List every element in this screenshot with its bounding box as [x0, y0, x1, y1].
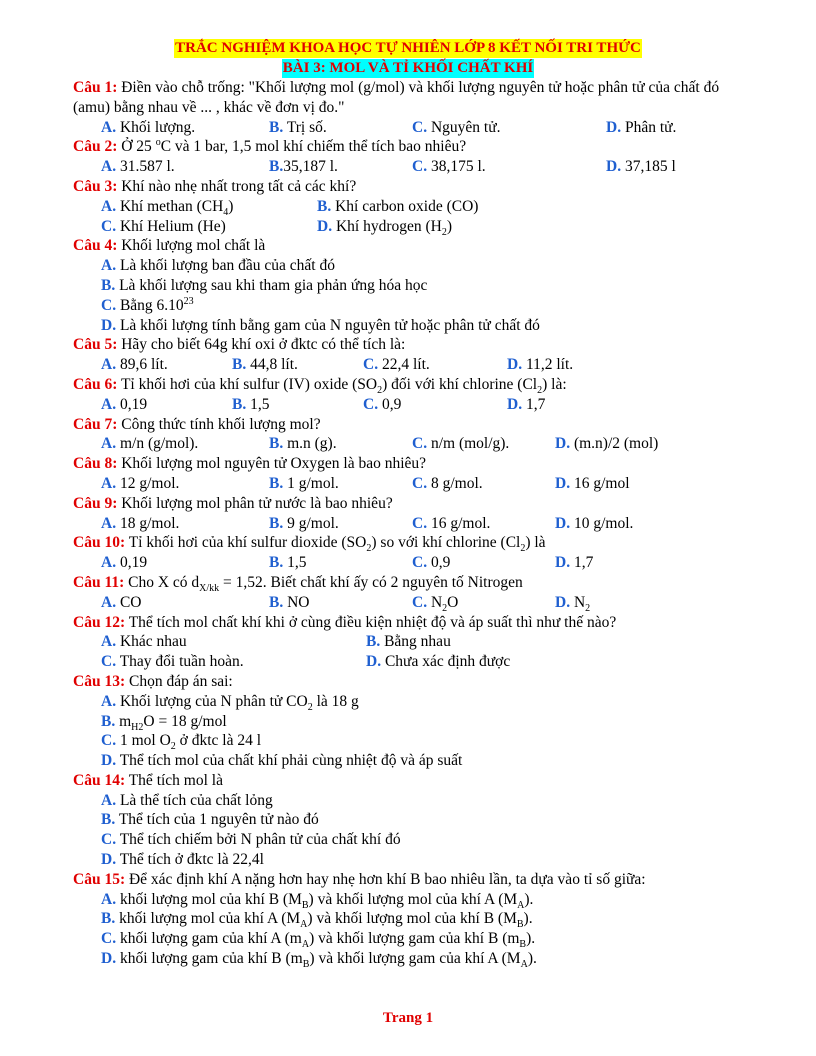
question-2: Câu 2: Ở 25 $^o$C và 1 bar, 1,5 mol khí chiếm thể tích bao nhiêu?	[73, 137, 467, 156]
option-d: D. 10 g/mol.	[555, 514, 634, 532]
options	[73, 632, 753, 672]
question-10: Câu 10: Tỉ khối hơi của khí sulfur dioxide $(SO_2)$ so với khí chlorine $(Cl_2)$ là	[73, 534, 546, 555]
option-a: A. 0,19	[101, 395, 148, 413]
option-c: C. 0,9	[363, 395, 402, 413]
question-13: Câu 13: Chọn đáp án sai:	[73, 672, 233, 690]
question-label: Câu 15:	[73, 870, 126, 888]
options	[73, 434, 753, 454]
question-3: Câu 3: Khí nào nhẹ nhất trong tất cả các khí?	[73, 177, 357, 195]
option-d: D. Là khối lượng tính bằng gam của N nguyên tử hoặc phân tử chất đó	[101, 316, 540, 334]
option-b: B. NO	[269, 593, 310, 611]
option-d: D. 37,185 l	[606, 158, 676, 176]
question-14: Câu 14: Thể tích mol là	[73, 771, 223, 789]
options	[73, 118, 753, 138]
question-label: Câu 7:	[73, 415, 118, 433]
option-d: D. 1,7	[507, 395, 546, 413]
option-a: A. 0,19	[101, 554, 148, 572]
option-b: B. khối lượng mol của khí A $(M_A)$ và khối lượng mol của khí B $(M_B)$.	[101, 910, 533, 931]
options	[73, 692, 753, 771]
option-d: D. Phân tử.	[606, 118, 677, 136]
option-b: B.35,187 l.	[269, 158, 338, 176]
option-c: C. Bằng 6.10$^{23}$	[101, 295, 194, 314]
question-label: Câu 9:	[73, 494, 118, 512]
option-c: C. $N_2O$	[412, 593, 459, 614]
question-list	[73, 78, 753, 969]
option-b: B. 1,5	[269, 554, 307, 572]
option-a: A. Khối lượng của N phân tử $CO_2$ là 18 g	[101, 692, 359, 713]
document-title: TRẮC NGHIỆM KHOA HỌC TỰ NHIÊN LỚP 8 KẾT NỐI TRI THỨC	[175, 40, 641, 56]
option-b: B. m.n (g).	[269, 435, 337, 453]
option-a: A. 89,6 lít.	[101, 356, 168, 374]
option-a: A. 31.587 l.	[101, 158, 175, 176]
question-4: Câu 4: Khối lượng mol chất là	[73, 237, 266, 255]
option-c: C. n/m (mol/g).	[412, 435, 510, 453]
question-label: Câu 1:	[73, 79, 118, 96]
option-a: A. khối lượng mol của khí B $(M_B)$ và khối lượng mol của khí A $(M_A)$.	[101, 890, 534, 911]
question-7: Câu 7: Công thức tính khối lượng mol?	[73, 415, 321, 433]
option-a: A. Khối lượng.	[101, 118, 196, 136]
option-b: B. 1,5	[232, 395, 270, 413]
option-d: D. $N_2$	[555, 593, 591, 614]
option-d: D. 16 g/mol	[555, 474, 630, 492]
option-a: A. CO	[101, 593, 142, 611]
question-label: Câu 6:	[73, 375, 118, 393]
question-1	[73, 78, 753, 118]
option-b: B. 9 g/mol.	[269, 514, 339, 532]
option-c: C. 16 g/mol.	[412, 514, 491, 532]
option-d: D. khối lượng gam của khí B $(m_B)$ và khối lượng gam của khí A $(M_A)$.	[101, 950, 537, 971]
option-a: A. Là khối lượng ban đầu của chất đó	[101, 257, 335, 275]
option-c: C. 8 g/mol.	[412, 474, 483, 492]
question-label: Câu 12:	[73, 613, 126, 631]
question-11: Câu 11: Cho X có $d_{X/kk} = 1,52$. Biết chất khí ấy có 2 nguyên tố Nitrogen	[73, 573, 523, 595]
options	[73, 514, 753, 534]
question-12: Câu 12: Thể tích mol chất khí khi ở cùng điều kiện nhiệt độ và áp suất thì như thế nào?	[73, 613, 617, 631]
options	[73, 197, 753, 237]
question-15: Câu 15: Để xác định khí A nặng hơn hay nhẹ hơn khí B bao nhiêu lần, ta dựa vào tỉ số giữa:	[73, 870, 646, 888]
options	[73, 256, 753, 335]
option-d: D. Thể tích ở đktc là 22,4l	[101, 851, 264, 869]
question-label: Câu 13:	[73, 672, 126, 690]
option-d: D. Khí hydrogen $(H_2)$	[317, 217, 453, 238]
option-b: B. $m_{H2}O = 18$ g/mol	[101, 712, 227, 733]
option-d: D. 11,2 lít.	[507, 356, 574, 374]
option-a: A. 18 g/mol.	[101, 514, 180, 532]
question-label: Câu 10:	[73, 534, 126, 552]
question-8: Câu 8: Khối lượng mol nguyên tử Oxygen là bao nhiêu?	[73, 455, 427, 473]
option-a: A. Là thể tích của chất lỏng	[101, 791, 273, 809]
option-b: B. Thể tích của 1 nguyên tử nào đó	[101, 811, 319, 829]
option-c: C. Thay đổi tuần hoàn.	[101, 653, 244, 671]
option-a: A. Khác nhau	[101, 633, 187, 651]
question-label: Câu 11:	[73, 573, 125, 591]
option-c: C. 1 mol $O_2$ ở đktc là 24 l	[101, 732, 262, 753]
option-d: D. 1,7	[555, 554, 594, 572]
options	[73, 791, 753, 870]
option-a: A. 12 g/mol.	[101, 474, 180, 492]
option-c: C. Nguyên tử.	[412, 118, 501, 136]
option-d: D. Thể tích mol của chất khí phải cùng nhiệt độ và áp suất	[101, 752, 463, 770]
question-5: Câu 5: Hãy cho biết 64g khí oxi ở đktc có thể tích là:	[73, 336, 406, 354]
option-b: B. Trị số.	[269, 118, 327, 136]
question-label: Câu 8:	[73, 455, 118, 473]
options	[73, 474, 753, 494]
title-block	[0, 38, 816, 78]
option-c: C. Thể tích chiếm bởi N phân tử của chất khí đó	[101, 831, 401, 849]
question-label: Câu 14:	[73, 771, 126, 789]
page-number: Trang 1	[382, 1010, 434, 1026]
question-6: Câu 6: Tỉ khối hơi của khí sulfur (IV) oxide $(SO_2)$ đối với khí chlorine $(Cl_2)$ là:	[73, 375, 567, 397]
option-b: B. 1 g/mol.	[269, 474, 339, 492]
question-label: Câu 5:	[73, 336, 118, 354]
options	[73, 593, 753, 613]
document-subtitle: BÀI 3: MOL VÀ TỈ KHỐI CHẤT KHÍ	[282, 60, 534, 76]
option-c: C. Khí Helium (He)	[101, 217, 226, 235]
option-a: A. Khí methan $(CH_4)$	[101, 197, 234, 218]
question-label: Câu 4:	[73, 237, 118, 255]
option-c: C. 22,4 lít.	[363, 356, 430, 374]
option-b: B. Bằng nhau	[366, 633, 451, 651]
options	[73, 355, 753, 375]
option-d: D. Chưa xác định được	[366, 653, 511, 671]
option-c: C. 0,9	[412, 554, 451, 572]
option-b: B. Khí carbon oxide (CO)	[317, 197, 479, 215]
option-c: C. 38,175 l.	[412, 158, 486, 176]
question-label: Câu 2:	[73, 138, 118, 156]
option-c: C. khối lượng gam của khí A $(m_A)$ và khối lượng gam của khí B $(m_B)$.	[101, 930, 536, 951]
question-text: Điền vào chỗ trống: "Khối lượng mol (g/mol) và khối lượng nguyên tử hoặc phân tử của chất đó (amu) bằng nhau về ... , khác về đơn vị đo."	[73, 79, 720, 116]
question-label: Câu 3:	[73, 177, 118, 195]
question-9: Câu 9: Khối lượng mol phân tử nước là bao nhiêu?	[73, 494, 393, 512]
options	[73, 157, 753, 177]
options	[73, 553, 753, 573]
options	[73, 395, 753, 415]
option-b: B. 44,8 lít.	[232, 356, 298, 374]
option-b: B. Là khối lượng sau khi tham gia phản ứng hóa học	[101, 276, 428, 294]
option-d: D. (m.n)/2 (mol)	[555, 435, 659, 453]
option-a: A. m/n (g/mol).	[101, 435, 199, 453]
options	[73, 890, 753, 969]
